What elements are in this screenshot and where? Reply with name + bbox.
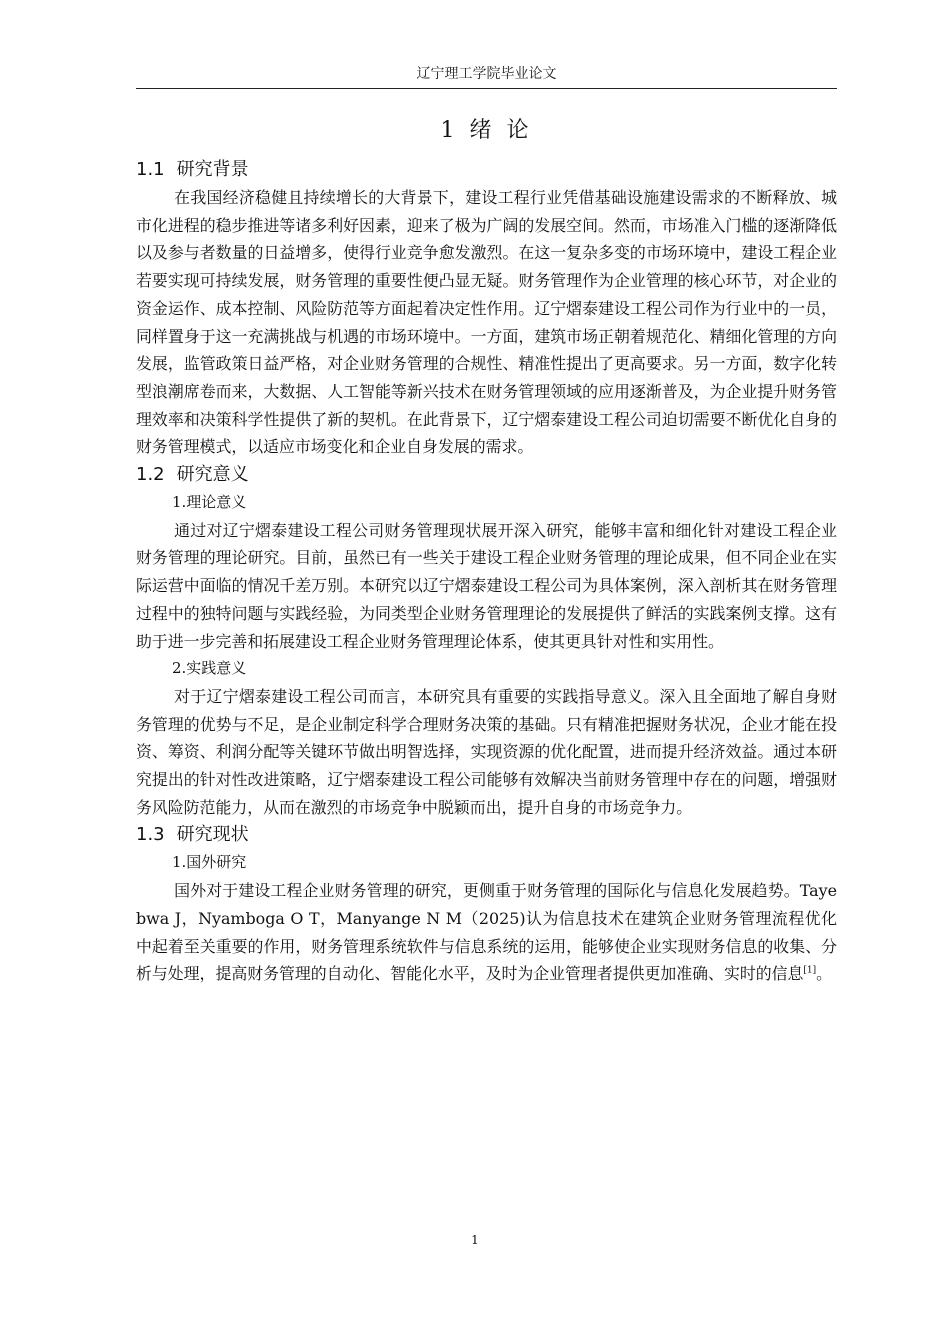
theoretical-paragraph: 通过对辽宁熠泰建设工程公司财务管理现状展开深入研究，能够丰富和细化针对建设工程企业财务管理的理论研究。目前，虽然已有一些关于建设工程企业财务管理的理论成果，但不同企业在实际运营中面临的情况千差万别。本研究以辽宁熠泰建设工程公司为具体案例，深入剖析其在财务管理过程中的独特问题与实践经验，为同类型企业财务管理理论的发展提供了鲜活的实践案例支撑。这有助于进一步完善和拓展建设工程企业财务管理理论体系，使其更具针对性和实用性。 (136, 520, 837, 651)
section-title-text: 研究现状 (176, 824, 249, 846)
page-body (136, 110, 837, 988)
section-heading-status (136, 821, 837, 849)
background-paragraph: 在我国经济稳健且持续增长的大背景下，建设工程行业凭借基础设施建设需求的不断释放、城市化进程的稳步推进等诸多利好因素，迎来了极为广阔的发展空间。然而，市场准入门槛的逐渐降低以及参与者数量的日益增多，使得行业竞争愈发激烈。在这一复杂多变的市场环境中，建设工程企业若要实现可持续发展，财务管理的重要性便凸显无疑。财务管理作为企业管理的核心环节，对企业的资金运作、成本控制、风险防范等方面起着决定性作用。辽宁熠泰建设工程公司作为行业中的一员，同样置身于这一充满挑战与机遇的市场环境中。一方面，建筑市场正朝着规范化、精细化管理的方向发展，监管政策日益严格，对企业财务管理的合规性、精准性提出了更高要求。另一方面，数字化转型浪潮席卷而来，大数据、人工智能等新兴技术在财务管理领域的应用逐渐普及，为企业提升财务管理效率和决策科学性提供了新的契机。在此背景下，辽宁熠泰建设工程公司迫切需要不断优化自身的财务管理模式，以适应市场变化和企业自身发展的需求。 (136, 188, 837, 457)
subheading-practical: 2.实践意义 (172, 659, 247, 678)
section-heading-significance (136, 461, 837, 489)
section-title-text: 研究背景 (176, 159, 249, 180)
section-title-text: 研究意义 (176, 464, 249, 486)
section-number: 1.1 (136, 159, 165, 180)
foreign-research-paragraph (136, 877, 837, 988)
header-rule (136, 88, 837, 89)
running-header: 辽宁理工学院毕业论文 (416, 66, 557, 82)
subheading-theoretical: 1.理论意义 (172, 493, 247, 512)
section-heading-background (136, 156, 837, 184)
practical-paragraph: 对于辽宁熠泰建设工程公司而言，本研究具有重要的实践指导意义。深入且全面地了解自身财务管理的优势与不足，是企业制定科学合理财务决策的基础。只有精准把握财务状况，企业才能在投资、筹资、利润分配等关键环节做出明智选择，实现资源的优化配置，进而提升经济效益。通过本研究提出的针对性改进策略，辽宁熠泰建设工程公司能够有效解决当前财务管理中存在的问题，增强财务风险防范能力，从而在激烈的市场竞争中脱颖而出，提升自身的市场竞争力。 (136, 686, 837, 817)
paragraph-end: 。 (816, 964, 833, 984)
section-number: 1.2 (136, 464, 165, 486)
foreign-research-text: 国外对于建设工程企业财务管理的研究，更侧重于财务管理的国际化与信息化发展趋势。Tayebwa J，Nyamboga O T，Manyange N M（2025)认为信息技术在建筑企业财务管理流程优化中起着至关重要的作用，财务管理系统软件与信息系统的运用，能够使企业实现财务信息的收集、分析与处理，提高财务管理的自动化、智能化水平，及时为企业管理者提供更加准确、实时的信息 (136, 881, 837, 984)
citation-mark[interactable]: [1] (803, 965, 817, 976)
chapter-title: 1 绪 论 (440, 118, 533, 143)
page-number: 1 (471, 1233, 479, 1247)
section-number: 1.3 (136, 824, 165, 846)
subheading-foreign-research: 1.国外研究 (172, 853, 247, 872)
